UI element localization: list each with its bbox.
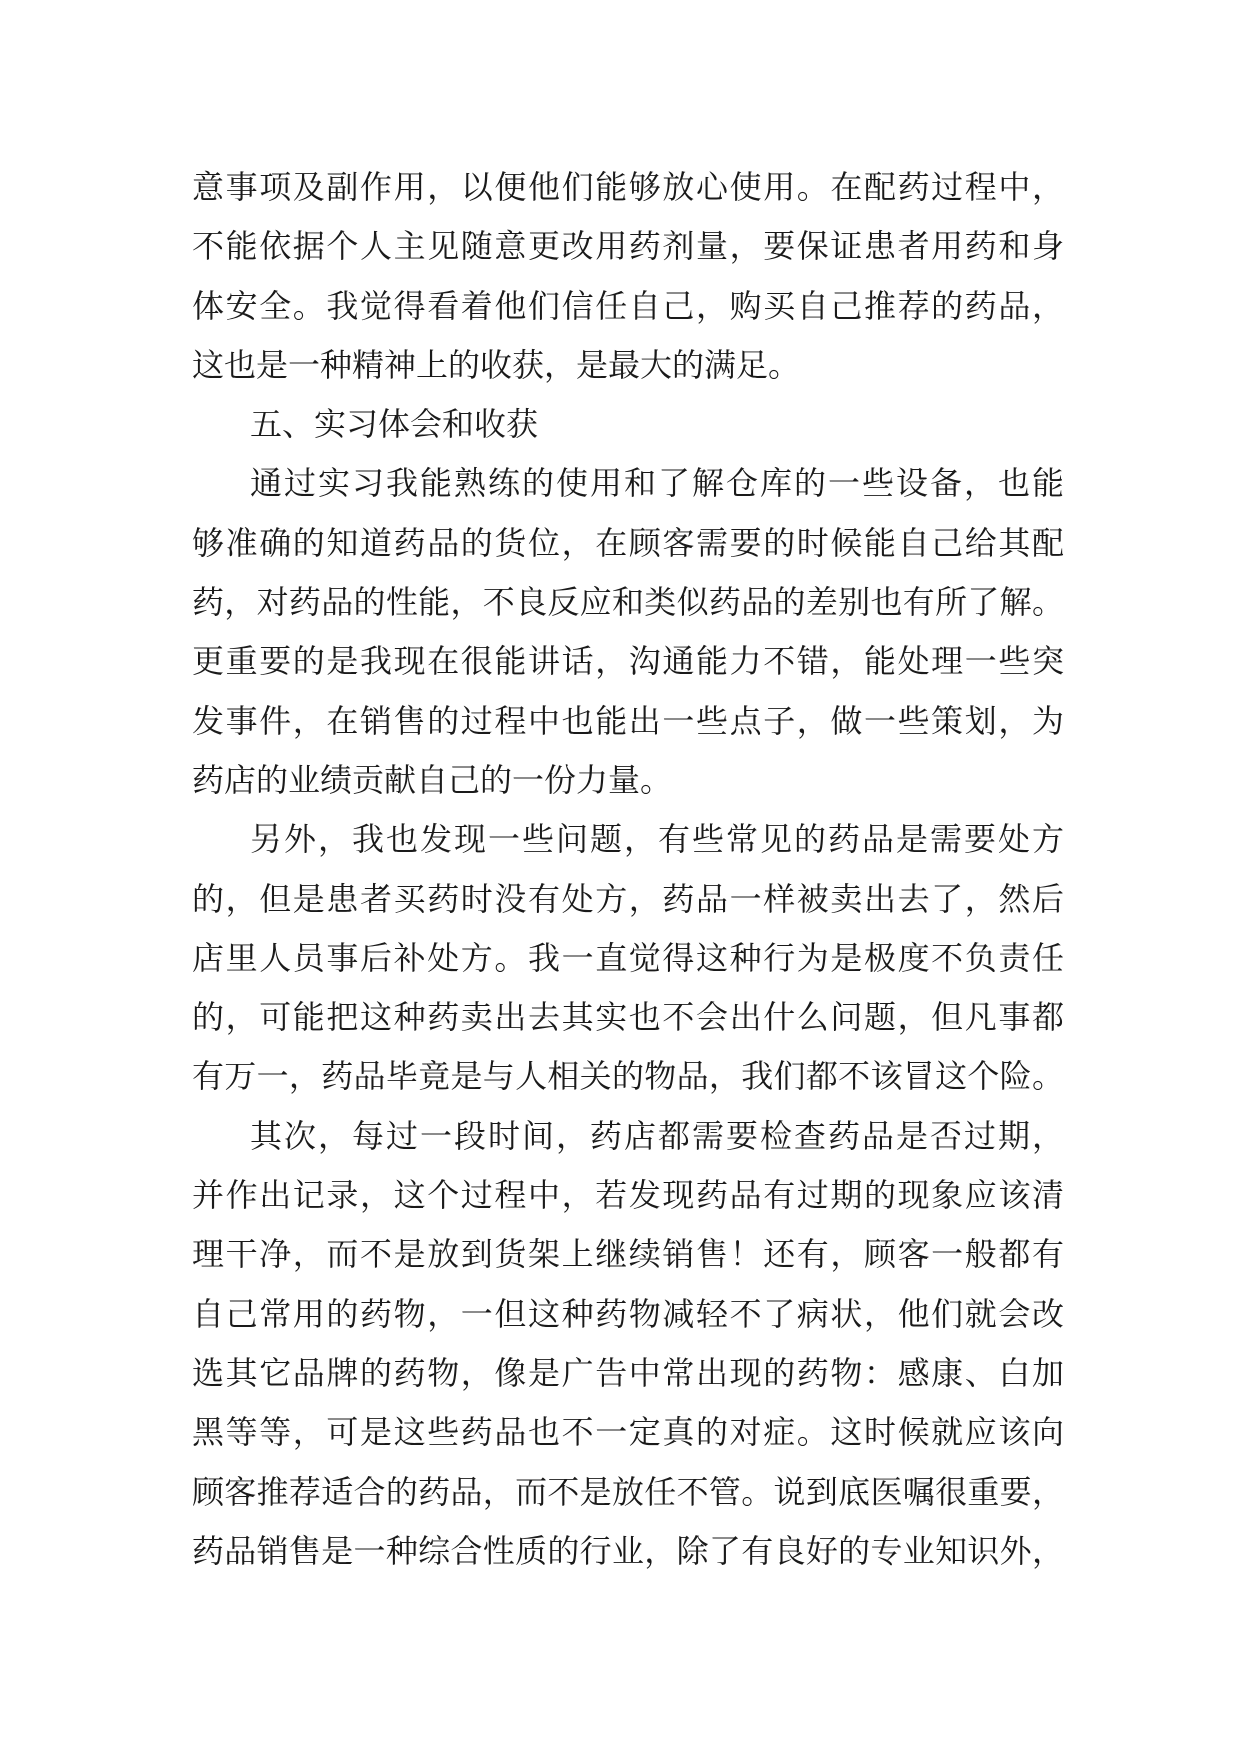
text-line: 理干净，而不是放到货架上继续销售！还有，顾客一般都有 xyxy=(192,1235,1064,1274)
text-line: 不能依据个人主见随意更改用药剂量，要保证患者用药和身 xyxy=(192,227,1064,266)
text-line: 黑等等，可是这些药品也不一定真的对症。这时候就应该向 xyxy=(192,1413,1064,1452)
text-line: 通过实习我能熟练的使用和了解仓库的一些设备，也能 xyxy=(250,464,1064,503)
text-line: 自己常用的药物，一但这种药物减轻不了病状，他们就会改 xyxy=(192,1294,1064,1333)
text-line: 这也是一种精神上的收获，是最大的满足。 xyxy=(192,345,801,384)
text-line: 选其它品牌的药物，像是广告中常出现的药物：感康、白加 xyxy=(192,1353,1064,1392)
text-line: 的，可能把这种药卖出去其实也不会出什么问题，但凡事都 xyxy=(192,998,1064,1037)
text-line: 有万一，药品毕竟是与人相关的物品，我们都不该冒这个险。 xyxy=(192,1057,1064,1096)
text-line: 药店的业绩贡献自己的一份力量。 xyxy=(192,760,673,799)
text-line: 的，但是患者买药时没有处方，药品一样被卖出去了，然后 xyxy=(192,879,1064,918)
section-heading: 五、实习体会和收获 xyxy=(250,405,539,444)
document-body xyxy=(192,158,1064,1581)
text-line: 发事件，在销售的过程中也能出一些点子，做一些策划，为 xyxy=(192,701,1064,740)
text-line: 顾客推荐适合的药品，而不是放任不管。说到底医嘱很重要， xyxy=(192,1472,1064,1511)
text-line: 药品销售是一种综合性质的行业，除了有良好的专业知识外， xyxy=(192,1531,1064,1570)
text-line: 药，对药品的性能，不良反应和类似药品的差别也有所了解。 xyxy=(192,583,1064,622)
text-line: 体安全。我觉得看着他们信任自己，购买自己推荐的药品， xyxy=(192,286,1064,325)
text-line: 意事项及副作用，以便他们能够放心使用。在配药过程中， xyxy=(192,168,1064,206)
text-line: 够准确的知道药品的货位，在顾客需要的时候能自己给其配 xyxy=(192,523,1064,562)
text-line: 更重要的是我现在很能讲话，沟通能力不错，能处理一些突 xyxy=(192,642,1064,681)
text-line: 并作出记录，这个过程中，若发现药品有过期的现象应该清 xyxy=(192,1176,1064,1215)
text-line: 其次，每过一段时间，药店都需要检查药品是否过期， xyxy=(250,1116,1064,1155)
text-line: 另外，我也发现一些问题，有些常见的药品是需要处方 xyxy=(250,820,1064,859)
text-line: 店里人员事后补处方。我一直觉得这种行为是极度不负责任 xyxy=(192,938,1064,977)
